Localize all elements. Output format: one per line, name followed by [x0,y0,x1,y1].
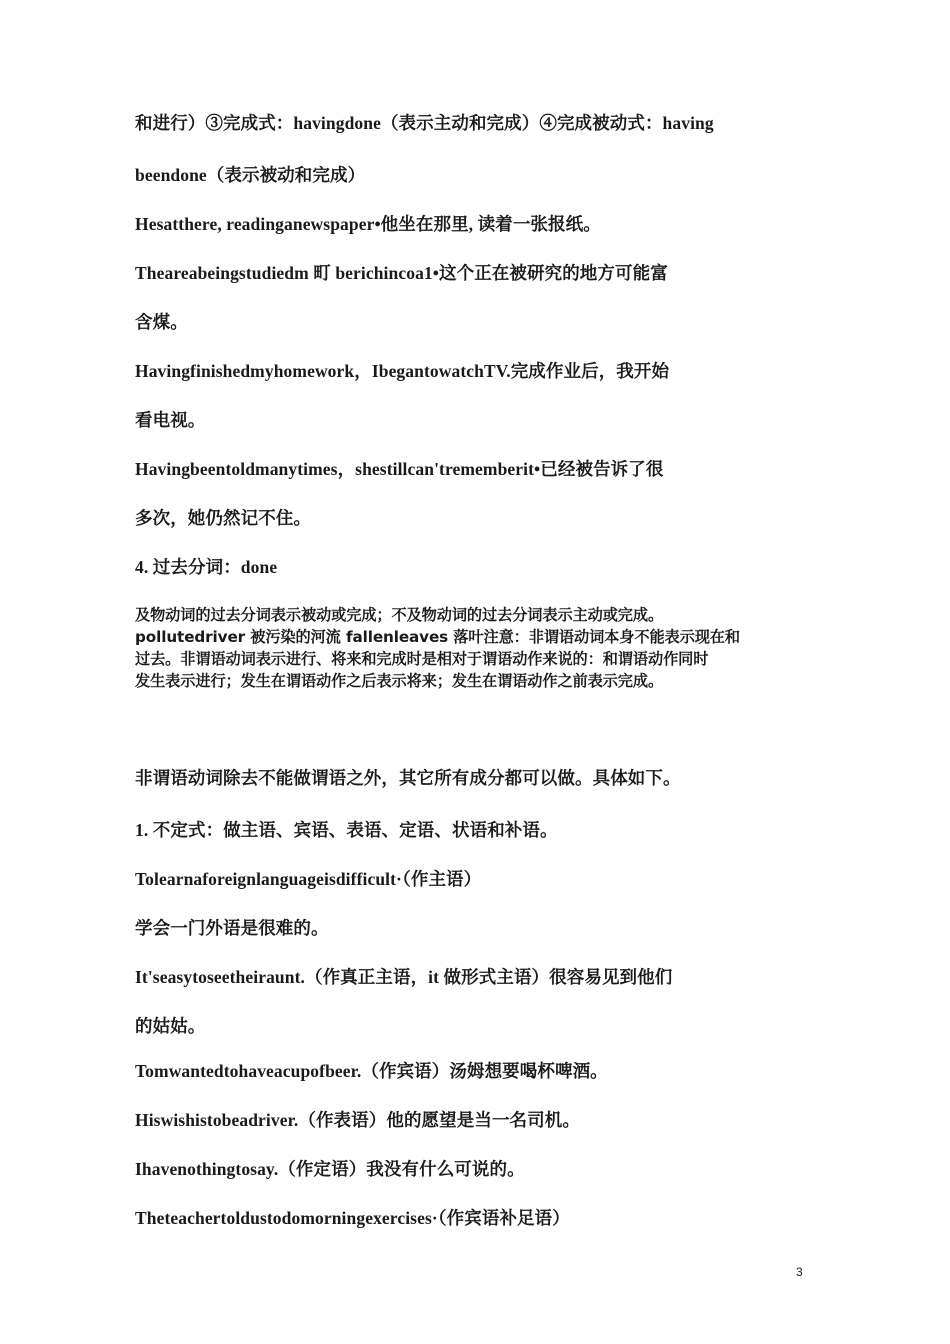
text-line: Tolearnaforeignlanguageisdifficult·（作主语） [135,869,482,889]
paragraph-line: pollutedriver 被污染的河流 fallenleaves 落叶注意：非谓语动词本身不能表示现在和 [135,628,740,646]
text-line: Havingbeentoldmanytimes，shestillcan'trememberit•已经被告诉了很 [135,459,664,479]
paragraph-line: 过去。非谓语动词表示进行、将来和完成时是相对于谓语动作来说的：和谓语动作同时 [135,650,709,668]
section-heading: 1. 不定式：做主语、宾语、表语、定语、状语和补语。 [135,820,558,840]
text-line: Hesatthere, readinganewspaper•他坐在那里, 读着一张报纸。 [135,214,601,234]
paragraph-line: 发生表示进行；发生在谓语动作之后表示将来；发生在谓语动作之前表示完成。 [135,672,664,690]
text-line: 看电视。 [135,410,206,430]
text-line: It'seasytoseetheiraunt.（作真正主语，it 做形式主语）很容易见到他们 [135,967,673,987]
text-line: Havingfinishedmyhomework，IbegantowatchTV.完成作业后，我开始 [135,361,670,381]
explanation-paragraph [135,604,835,692]
text-line: 非谓语动词除去不能做谓语之外，其它所有成分都可以做。具体如下。 [135,768,681,788]
text-line: 学会一门外语是很难的。 [135,918,329,938]
text-line: Tomwantedtohaveacupofbeer.（作宾语）汤姆想要喝杯啤酒。 [135,1061,608,1081]
text-line: Ihavenothingtosay.（作定语）我没有什么可说的。 [135,1159,525,1179]
text-line: 含煤。 [135,312,188,332]
text-line: Theteachertoldustodomorningexercises·（作宾语补足语） [135,1208,570,1228]
paragraph-line: 及物动词的过去分词表示被动或完成；不及物动词的过去分词表示主动或完成。 [135,606,664,624]
text-line: beendone（表示被动和完成） [135,165,366,185]
text-line: Hiswishistobeadriver.（作表语）他的愿望是当一名司机。 [135,1110,580,1130]
text-line: Theareabeingstudiedm 町 berichincoa1•这个正在被研究的地方可能富 [135,263,668,283]
section-heading: 4. 过去分词：done [135,557,278,577]
text-line: 和进行）③完成式：havingdone（表示主动和完成）④完成被动式：having [135,113,714,133]
text-line: 多次，她仍然记不住。 [135,508,311,528]
text-line: 的姑姑。 [135,1016,206,1036]
page-number: 3 [796,1265,803,1279]
